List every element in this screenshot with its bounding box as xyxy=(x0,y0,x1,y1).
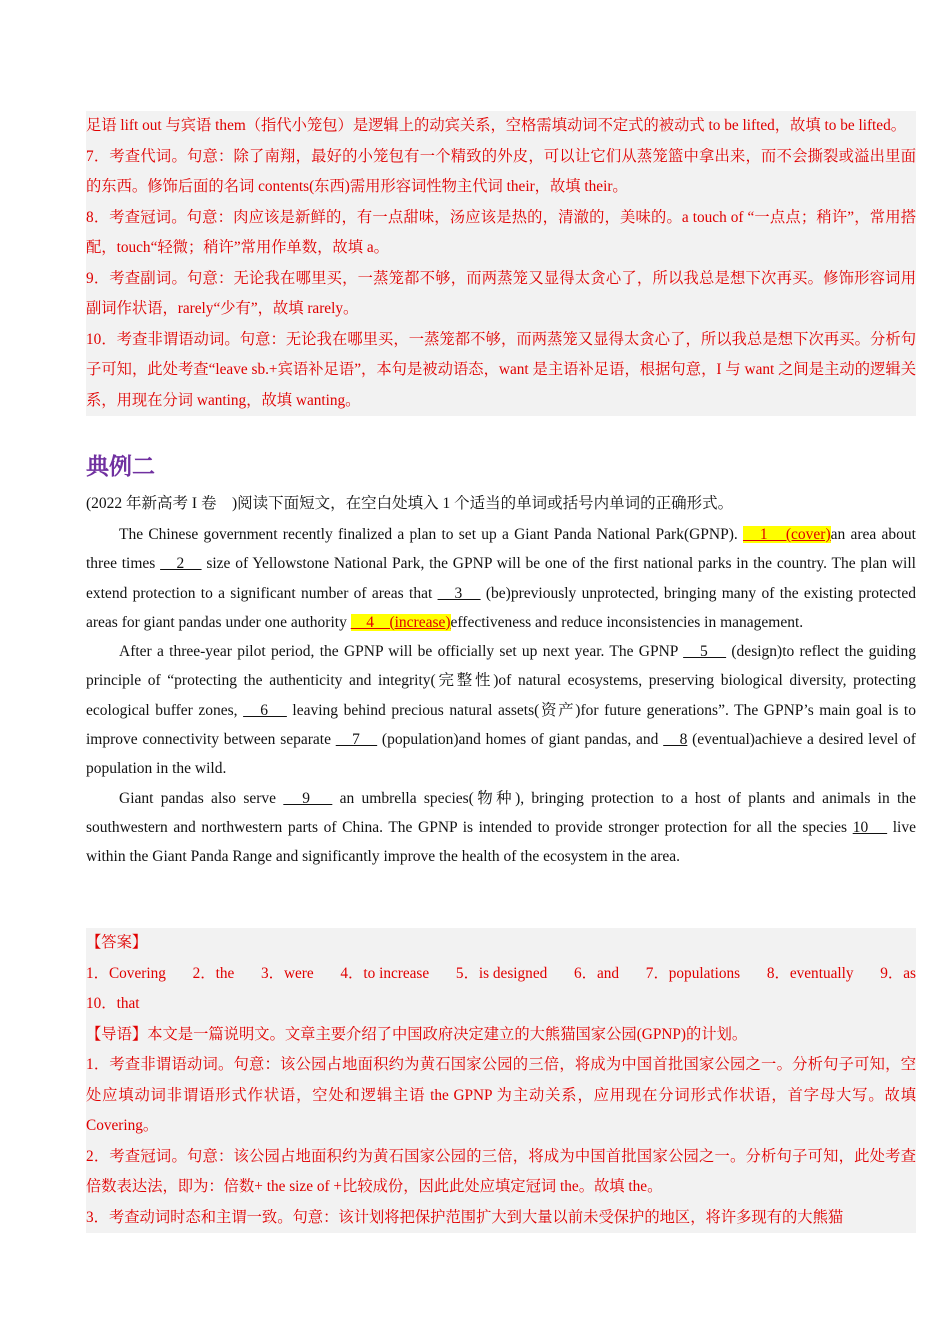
previous-answer-explanations xyxy=(86,111,916,416)
passage-paragraph-2: After a three-year pilot period, the GPNP will be officially set up next year. The GPNP 5 (design)to reflect the guiding principle of “protecting the authenticity and integrity(完整性)of natural ecosystems, preserving biological diversity, protecting ecological buffer zones, 6 leaving behind precious natural assets(资产)for future generations”. The GPNP’s main goal is to improve connectivity between separate 7 (population)and homes of giant pandas, and 8 (eventual)achieve a desired level of population in the wild. xyxy=(86,643,916,778)
explanation-line: 足语 lift out 与宾语 them（指代小笼包）是逻辑上的动宾关系，空格需填动词不定式的被动式 to be lifted，故填 to be lifted。 xyxy=(86,117,907,134)
explanation-line: 3．考查动词时态和主谓一致。句意：该计划将把保护范围扩大到大量以前未受保护的地区，将许多现有的大熊猫 xyxy=(86,1208,844,1226)
passage-paragraph-3: Giant pandas also serve 9 an umbrella species(物种), bringing protection to a host of plants and animals in the southwestern and northwestern parts of China. The GPNP is intended to provide stronger protection for all the species 10 live within the Giant Panda Range and significantly improve the health of the ecosystem in the area. xyxy=(86,789,916,866)
answer-item: 2．the xyxy=(192,964,235,982)
answer-section xyxy=(86,928,916,1233)
blank-5: 5 xyxy=(683,643,727,661)
explanation-line: 1．考查非谓语动词。句意：该公园占地面积约为黄石国家公园的三倍，将成为中国首批国家公园之一。分析句子可知，空处应填动词非谓语形式作状语，空处和逻辑主语 the GPNP 为主动关系，应用现在分词形式作状语，首字母大写。故填 Covering。 xyxy=(86,1056,916,1134)
answer-list xyxy=(86,959,916,990)
answer-item: 10．that xyxy=(86,995,140,1012)
blank-10: 10 xyxy=(852,818,888,836)
blank-6: 6 xyxy=(243,701,287,719)
section-title: 典例二 xyxy=(86,454,155,480)
answer-item: 5．is designed xyxy=(455,964,548,982)
blank-7: 7 xyxy=(335,731,378,749)
answer-item: 3．were xyxy=(261,964,314,982)
answer-item: 4．to increase xyxy=(340,964,430,982)
explanation-line: 10．考查非谓语动词。句意：无论我在哪里买，一蒸笼都不够，而两蒸笼又显得太贪心了，所以我总是想下次再买。分析句子可知，此处考查“leave sb.+宾语补足语”，本句是被动语态，want 是主语补足语，根据句意，I 与 want 之间是主动的逻辑关系，用现在分词 wanting，故填 wanting。 xyxy=(86,330,916,409)
answer-item: 6．and xyxy=(574,964,620,982)
question-source-line: (2022 年新高考 I 卷 )阅读下面短文，在空白处填入 1 个适当的单词或括号内单词的正确形式。 xyxy=(86,495,734,512)
blank-9: 9 xyxy=(283,789,333,807)
explanation-intro: 【导语】本文是一篇说明文。文章主要介绍了中国政府决定建立的大熊猫国家公园(GPNP)的计划。 xyxy=(86,1025,748,1043)
reading-passage xyxy=(86,520,916,872)
explanation-line: 7．考查代词。句意：除了南翔，最好的小笼包有一个精致的外皮，可以让它们从蒸笼篮中拿出来，而不会撕裂或溢出里面的东西。修饰后面的名词 contents(东西)需用形容词性物主代词 their，故填 their。 xyxy=(86,147,916,195)
blank-3: 3 xyxy=(437,584,481,602)
passage-paragraph-1: The Chinese government recently finalized a plan to set up a Giant Panda National Park(GPNP). 1 (cover)an area about three times 2 size of Yellowstone National Park, the GPNP will be one of the first national parks in the country. The plan will extend protection to a significant number of areas that 3 (be)previously unprotected, bringing many of the existing protected areas for giant pandas under one authority 4 (increase)effectiveness and reduce inconsistencies in management. xyxy=(86,526,916,631)
blank-8: 8 xyxy=(663,731,688,749)
answer-item: 1．Covering xyxy=(86,964,166,982)
answer-item: 8．eventually xyxy=(766,964,854,982)
answer-item: 9．as xyxy=(880,964,916,982)
blank-1: 1 (cover) xyxy=(743,526,831,543)
blank-2: 2 xyxy=(160,555,202,573)
explanation-line: 2．考查冠词。句意：该公园占地面积约为黄石国家公园的三倍，将成为中国首批国家公园之一。分析句子可知，此处考查倍数表达法，即为：倍数+ the size of +比较成份，因此此处应填定冠词 the。故填 the。 xyxy=(86,1147,916,1195)
answer-label: 【答案】 xyxy=(86,934,148,951)
explanation-line: 9．考查副词。句意：无论我在哪里买，一蒸笼都不够，而两蒸笼又显得太贪心了，所以我总是想下次再买。修饰形容词用副词作状语，rarely“少有”，故填 rarely。 xyxy=(86,269,916,317)
explanation-line: 8．考查冠词。句意：肉应该是新鲜的，有一点甜味，汤应该是热的，清澈的，美味的。a touch of “一点点；稍许”，常用搭配，touch“轻微；稍许”常用作单数，故填 a。 xyxy=(86,208,916,256)
answer-item: 7．populations xyxy=(645,964,741,982)
blank-4: 4 (increase) xyxy=(350,613,451,631)
